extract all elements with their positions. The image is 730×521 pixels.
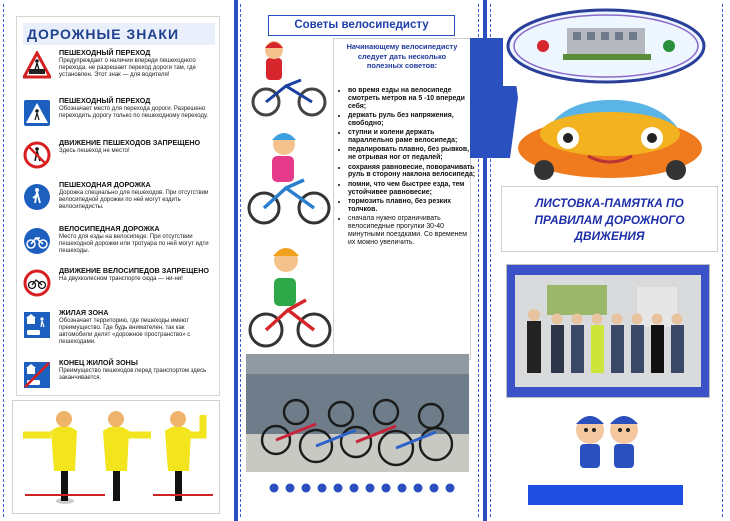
list-item: • во время езды на велосипеде смотреть метров на 5 -10 впереди себя; bbox=[348, 87, 476, 110]
sign-desc: Дорожка специально для пешеходов. При отсутствии велосипедной дорожки по ней могут ездить велосипедисты. bbox=[59, 189, 209, 210]
fold-line bbox=[234, 0, 238, 521]
brochure-title-box bbox=[501, 186, 718, 252]
sign-name: ПЕШЕХОДНЫЙ ПЕРЕХОД bbox=[59, 48, 151, 57]
warning-pedestrian-icon bbox=[23, 51, 51, 79]
sign-name: ВЕЛОСИПЕДНАЯ ДОРОЖКА bbox=[59, 224, 160, 233]
no-bicycles-icon bbox=[23, 269, 51, 297]
sign-desc: Преимущество пешеходов перед транспортом здесь заканчивается. bbox=[59, 367, 207, 381]
bottom-blue-bar bbox=[528, 485, 683, 505]
tips-card bbox=[333, 38, 476, 360]
tips-title: Советы велосипедисту bbox=[268, 15, 455, 36]
list-item: • тормозить плавно, без резких толчков. bbox=[348, 198, 476, 214]
sign-name: ДВИЖЕНИЕ ПЕШЕХОДОВ ЗАПРЕЩЕНО bbox=[59, 138, 201, 147]
sign-name: ПЕШЕХОДНАЯ ДОРОЖКА bbox=[59, 180, 151, 189]
sign-desc: Обозначает место для перехода дороги. Разрешено переходить дорогу только по пешеходному переходу. bbox=[59, 105, 209, 119]
sign-name: ДВИЖЕНИЕ ВЕЛОСИПЕДОВ ЗАПРЕЩЕНО bbox=[59, 266, 210, 275]
cyclist-illustration bbox=[246, 36, 332, 120]
list-item: • сначала нужно ограничивать велосипедные прогулки 30-40 минутными поездками. Со временем их можно увеличить. bbox=[348, 215, 476, 246]
class-photo bbox=[506, 264, 710, 398]
tips-list bbox=[339, 87, 476, 248]
cycle-path-icon bbox=[23, 227, 51, 255]
cartoon-car-illustration bbox=[508, 88, 712, 184]
footpath-icon bbox=[23, 183, 51, 211]
sign-desc: Место для езды на велосипеде. При отсутствии пешеходной дорожки или тротуара по ней могут идти пешеходы. bbox=[59, 233, 209, 254]
sign-name: КОНЕЦ ЖИЛОЙ ЗОНЫ bbox=[59, 358, 138, 367]
police-kids-illustration bbox=[566, 404, 648, 474]
decorative-dots bbox=[268, 482, 458, 494]
list-item: • сохраняя равновесие, поворачивать руль в сторону наклона велосипеда; bbox=[348, 164, 476, 180]
list-item: • ступни и колени держать параллельно раме велосипеда; bbox=[348, 129, 476, 145]
sign-desc: Обозначает территорию, где пешеходы имеют преимущество. Где будь внимателен, так как автомобили делят «дорожное пространство» с пешеходами. bbox=[59, 317, 191, 345]
list-item: • помни, что чем быстрее езда, тем устойчивее равновесие; bbox=[348, 181, 476, 197]
road-signs-title: ДОРОЖНЫЕ ЗНАКИ bbox=[23, 23, 215, 45]
end-living-zone-icon bbox=[23, 361, 51, 389]
school-emblem bbox=[503, 6, 709, 86]
sign-desc: Предупреждает о наличии впереди пешеходного перехода, не разрешает переход дороги там, где установлен. Этот знак — для водителя! bbox=[59, 57, 196, 78]
sign-name: ЖИЛАЯ ЗОНА bbox=[59, 308, 109, 317]
cyclist-illustration bbox=[246, 238, 332, 354]
fold-line bbox=[240, 4, 241, 517]
hand-signals-illustration bbox=[13, 401, 219, 513]
brochure-title: ЛИСТОВКА-ПАМЯТКА ПО ПРАВИЛАМ ДОРОЖНОГО ДВИЖЕНИЯ bbox=[534, 196, 685, 243]
cyclist-illustration bbox=[246, 120, 332, 230]
fold-line bbox=[722, 4, 723, 517]
list-item: • педалировать плавно, без рывков, не отрывая ног от педалей; bbox=[348, 146, 476, 162]
no-pedestrians-icon bbox=[23, 141, 51, 169]
crosswalk-sign-icon bbox=[23, 99, 51, 127]
road-signs-card bbox=[16, 16, 220, 396]
bicycle-parking-photo bbox=[246, 354, 469, 472]
tips-intro: Начинающему велосипедисту следует дать несколько полезных советов: bbox=[346, 42, 458, 71]
living-zone-icon bbox=[23, 311, 51, 339]
sign-name: ПЕШЕХОДНЫЙ ПЕРЕХОД bbox=[59, 96, 151, 105]
sign-desc: На двухколесном транспорте сюда — ни-ни! bbox=[59, 275, 183, 282]
fold-line bbox=[3, 4, 4, 517]
sign-desc: Здесь пешеход не место! bbox=[59, 147, 130, 154]
list-item: • держать руль без напряжения, свободно; bbox=[348, 112, 476, 128]
cyclist-hand-signals bbox=[12, 400, 220, 514]
